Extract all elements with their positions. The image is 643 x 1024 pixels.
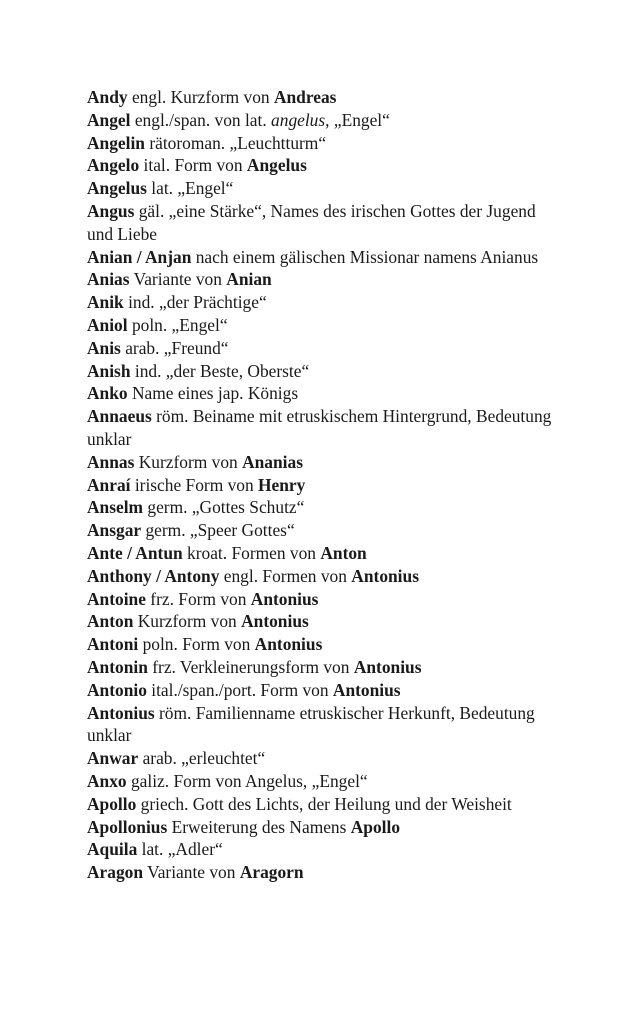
entry-name: Andy bbox=[87, 87, 128, 107]
entry-description: Variante von bbox=[143, 862, 240, 883]
entry-name: Andreas bbox=[273, 87, 337, 107]
entry-italic-term: angelus bbox=[271, 109, 326, 130]
name-entry bbox=[87, 291, 557, 314]
name-entry bbox=[87, 405, 557, 451]
entry-name: Anwar bbox=[87, 748, 139, 769]
entry-description: germ. „Speer Gottes“ bbox=[141, 520, 295, 541]
entry-description: nach einem gälischen Missionar namens Anianus bbox=[191, 246, 539, 267]
entry-name: Antonius bbox=[241, 611, 309, 632]
name-entry bbox=[87, 109, 557, 132]
entry-name: Antoni bbox=[87, 634, 139, 655]
entry-name: Antonius bbox=[87, 702, 155, 723]
entry-name: Angel bbox=[87, 109, 131, 130]
entry-name: Ananias bbox=[242, 451, 303, 472]
entry-name: Anton bbox=[87, 611, 134, 632]
entry-description: rätoroman. „Leuchtturm“ bbox=[144, 132, 327, 153]
entry-name: Antonius bbox=[250, 588, 319, 609]
entry-name: Angelus bbox=[246, 155, 307, 176]
entry-name: Ante / Antun bbox=[87, 542, 183, 563]
entry-description: irische Form von bbox=[130, 474, 259, 495]
entry-name: Antonius bbox=[332, 679, 401, 700]
entry-description: , „Engel“ bbox=[325, 109, 390, 130]
name-entry bbox=[87, 633, 557, 656]
entry-description: Kurzform von bbox=[134, 451, 243, 472]
name-entry bbox=[87, 747, 557, 770]
name-entry bbox=[87, 656, 557, 679]
entry-name: Anthony / Antony bbox=[87, 565, 220, 586]
entry-description: ital. Form von bbox=[139, 155, 247, 176]
entry-name: Anko bbox=[87, 383, 128, 404]
entry-description: lat. „Adler“ bbox=[137, 839, 223, 860]
name-entry bbox=[87, 542, 557, 565]
entry-name: Anish bbox=[87, 360, 131, 381]
entry-name: Apollonius bbox=[87, 816, 168, 837]
entry-description: röm. Beiname mit etruskischem Hintergrund, Bedeutung unklar bbox=[87, 406, 552, 449]
entry-name: Anian / Anjan bbox=[87, 246, 192, 267]
entry-name: Anxo bbox=[87, 770, 127, 791]
entry-name: Antoine bbox=[87, 588, 146, 609]
name-entry bbox=[87, 816, 557, 839]
name-entry bbox=[87, 268, 557, 291]
entry-name: Antonius bbox=[351, 565, 419, 586]
entry-description: ital./span./port. Form von bbox=[146, 679, 333, 700]
entry-description: Name eines jap. Königs bbox=[127, 383, 299, 404]
entry-description: lat. „Engel“ bbox=[146, 178, 234, 199]
entry-description: ind. „der Beste, Oberste“ bbox=[130, 360, 310, 381]
name-entry bbox=[87, 314, 557, 337]
entry-description: arab. „erleuchtet“ bbox=[138, 748, 266, 769]
entry-description: Erweiterung des Namens bbox=[167, 816, 351, 837]
name-entry bbox=[87, 861, 557, 884]
entry-name: Anias bbox=[87, 269, 130, 290]
entry-name: Angelus bbox=[87, 178, 147, 199]
entry-description: röm. Familienname etruskischer Herkunft, Bedeutung unklar bbox=[87, 702, 535, 746]
entry-description: gäl. „eine Stärke“, Names des irischen Gottes der Jugend und Liebe bbox=[87, 200, 536, 244]
entry-name: Apollo bbox=[350, 816, 401, 837]
entry-name: Henry bbox=[258, 474, 306, 495]
name-entry bbox=[87, 154, 557, 177]
name-entry bbox=[87, 565, 557, 588]
name-entry bbox=[87, 588, 557, 611]
name-dictionary-page bbox=[87, 86, 557, 884]
entry-description: griech. Gott des Lichts, der Heilung und der Weisheit bbox=[136, 793, 512, 814]
entry-description: poln. Form von bbox=[138, 634, 255, 655]
name-entry bbox=[87, 177, 557, 200]
entry-name: Anian bbox=[226, 269, 272, 290]
entry-name: Anraí bbox=[87, 474, 131, 495]
entry-description: Variante von bbox=[129, 269, 227, 290]
entry-name: Aniol bbox=[87, 314, 128, 335]
name-entry bbox=[87, 360, 557, 383]
entry-description: arab. „Freund“ bbox=[120, 337, 229, 358]
entry-name: Anton bbox=[320, 542, 367, 563]
name-entry bbox=[87, 496, 557, 519]
entry-name: Angelin bbox=[87, 132, 145, 153]
name-entry bbox=[87, 200, 557, 246]
entry-name: Apollo bbox=[87, 793, 137, 814]
name-entry bbox=[87, 382, 557, 405]
entry-name: Anik bbox=[87, 292, 124, 313]
entry-description: Kurzform von bbox=[133, 611, 242, 632]
name-entry bbox=[87, 793, 557, 816]
name-entry bbox=[87, 132, 557, 155]
entry-name: Angelo bbox=[87, 155, 140, 176]
entry-description: frz. Form von bbox=[145, 588, 251, 609]
entry-description: frz. Verkleinerungsform von bbox=[147, 656, 354, 677]
entry-description: germ. „Gottes Schutz“ bbox=[143, 497, 305, 518]
entry-name: Angus bbox=[87, 200, 135, 221]
name-entry bbox=[87, 246, 557, 269]
entry-name: Annaeus bbox=[87, 406, 152, 427]
name-entry bbox=[87, 474, 557, 497]
name-entry bbox=[87, 337, 557, 360]
name-entry bbox=[87, 679, 557, 702]
entry-name: Annas bbox=[87, 451, 135, 472]
name-entry bbox=[87, 770, 557, 793]
entry-description: engl. Kurzform von bbox=[127, 87, 274, 107]
entry-name: Anselm bbox=[87, 497, 144, 518]
entry-name: Aragon bbox=[87, 862, 144, 883]
name-entry bbox=[87, 838, 557, 861]
entry-description: poln. „Engel“ bbox=[127, 314, 228, 335]
name-entry bbox=[87, 610, 557, 633]
entry-description: ind. „der Prächtige“ bbox=[123, 292, 267, 313]
entry-name: Antonius bbox=[353, 656, 422, 677]
entry-name: Antonius bbox=[254, 634, 323, 655]
entry-name: Antonio bbox=[87, 679, 147, 700]
name-entry bbox=[87, 519, 557, 542]
name-entry bbox=[87, 451, 557, 474]
entry-name: Antonin bbox=[87, 656, 148, 677]
entry-description: kroat. Formen von bbox=[182, 542, 321, 563]
entry-name: Aquila bbox=[87, 839, 138, 860]
entry-description: engl. Formen von bbox=[219, 565, 352, 586]
entry-name: Aragorn bbox=[239, 862, 304, 883]
entry-description: engl./span. von lat. bbox=[130, 109, 272, 130]
entry-name: Ansgar bbox=[87, 520, 142, 541]
entry-description: galiz. Form von Angelus, „Engel“ bbox=[126, 770, 368, 791]
entry-name: Anis bbox=[87, 337, 121, 358]
name-entry bbox=[87, 702, 557, 748]
name-entry bbox=[87, 86, 557, 109]
